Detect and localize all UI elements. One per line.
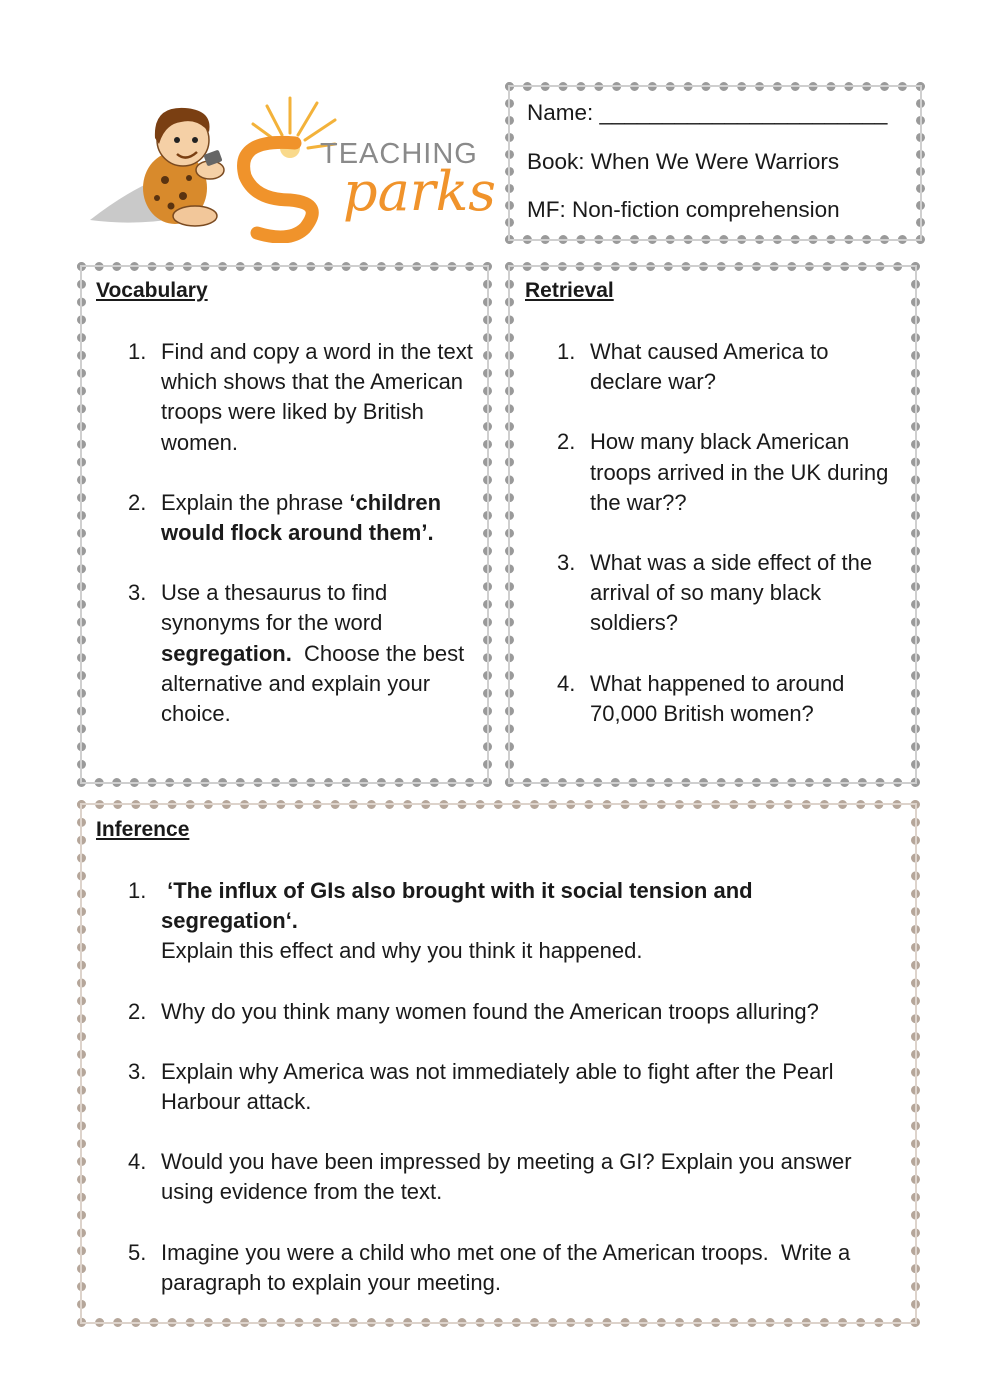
- list-item: 1. What caused America to declare war?: [557, 339, 829, 395]
- list-item: 4. Would you have been impressed by meeting a GI? Explain you answer using evidence from the text.: [128, 1149, 852, 1205]
- list-item: 2. How many black American troops arrived in the UK during the war??: [557, 429, 889, 515]
- name-field[interactable]: Name: _______________________: [527, 100, 888, 125]
- vocabulary-list: [128, 337, 473, 759]
- mf-line: MF: Non-fiction comprehension: [527, 197, 840, 222]
- vocabulary-title: Vocabulary: [96, 279, 208, 302]
- retrieval-title: Retrieval: [525, 279, 614, 302]
- book-line: Book: When We Were Warriors: [527, 149, 840, 174]
- teaching-sparks-logo: [85, 88, 497, 243]
- list-item: 4. What happened to around 70,000 British women?: [557, 670, 845, 726]
- list-item: 1. ‘The influx of GIs also brought with it social tension and segregation‘. Explain this effect and why you think it happened.: [128, 878, 759, 964]
- list-item: 2. Why do you think many women found the American troops alluring?: [128, 998, 819, 1024]
- inference-title: Inference: [96, 818, 190, 841]
- list-item: 1. Find and copy a word in the text which shows that the American troops were liked by British women.: [128, 339, 473, 455]
- list-item: 5. Imagine you were a child who met one of the American troops. Write a paragraph to explain your meeting.: [128, 1239, 857, 1295]
- list-item: 3. Use a thesaurus to find synonyms for the word segregation. Choose the best alternative and explain your choice.: [128, 580, 471, 727]
- list-item: 3. What was a side effect of the arrival of so many black soldiers?: [557, 550, 873, 636]
- logo-word-sparks: parks: [343, 160, 497, 223]
- retrieval-list: [557, 337, 902, 759]
- list-item: 2. Explain the phrase ‘children would flock around them’.: [128, 489, 442, 546]
- list-item: 3. Explain why America was not immediately able to fight after the Pearl Harbour attack.: [128, 1058, 834, 1115]
- inference-list: [128, 876, 888, 1328]
- logo-word-teaching: TEACHING: [320, 138, 478, 170]
